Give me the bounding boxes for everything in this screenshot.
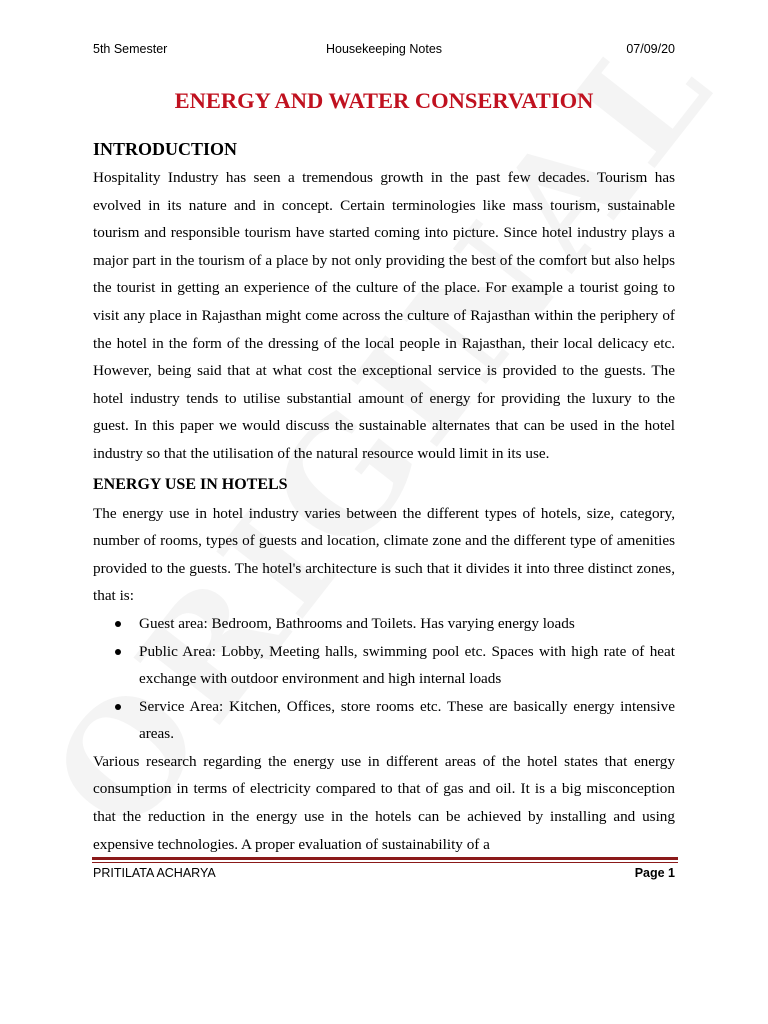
page-number: Page 1 (634, 866, 675, 880)
list-item: Service Area: Kitchen, Offices, store rooms etc. These are basically energy intensive areas. (139, 693, 675, 748)
header-semester: 5th Semester (93, 42, 168, 56)
document-title: ENERGY AND WATER CONSERVATION (174, 88, 594, 113)
energy-use-paragraph: The energy use in hotel industry varies between the different types of hotels, size, category, number of rooms, types of guests and location, climate zone and the different type of amenities provided to the guests. The hotel's architecture is such that it divides it into three distinct zones, that is: (93, 504, 675, 605)
list-item: Public Area: Lobby, Meeting halls, swimming pool etc. Spaces with high rate of heat exchange with outdoor environment and high internal loads (139, 638, 675, 693)
energy-use-heading: ENERGY USE IN HOTELS (93, 475, 288, 493)
energy-research-paragraph: Various research regarding the energy use in different areas of the hotel states that energy consumption in terms of electricity compared to that of gas and oil. It is a big misconception that the reduction in the energy use in the hotels can be achieved by installing and using expensive technologies. A proper evaluation of sustainability of a (93, 752, 675, 853)
list-item: Guest area: Bedroom, Bathrooms and Toilets. Has varying energy loads (139, 610, 675, 638)
header-subject: Housekeeping Notes (325, 42, 443, 56)
header-date: 07/09/20 (626, 42, 675, 56)
introduction-heading: INTRODUCTION (93, 139, 238, 159)
introduction-paragraph: Hospitality Industry has seen a tremendous growth in the past few decades. Tourism has evolved in its nature and in concept. Certain terminologies like mass tourism, sustainable tourism and responsible tourism have started coming into picture. Since hotel industry plays a major part in the tourism of a place by not only providing the best of the comfort but also helps the tourist in getting an experience of the culture of the place. For example a tourist going to visit any place in Rajasthan might come across the culture of Rajasthan within the periphery of the hotel in the form of the dressing of the local people in Rajasthan, their local delicacy etc. However, being said that at what cost the exceptional service is provided to the guests. The hotel industry tends to utilise substantial amount of energy for providing the luxury to the guest. In this paper we would discuss the sustainable alternates that can be used in the hotel industry so that the utilisation of the natural resource would limit in its use. (93, 169, 675, 462)
footer-divider-thin (92, 862, 678, 863)
hotel-zones-list (93, 610, 675, 748)
page-footer (93, 866, 675, 886)
document-body (93, 84, 675, 858)
page-header (93, 42, 675, 62)
footer-author: PRITILATA ACHARYA (93, 866, 216, 880)
